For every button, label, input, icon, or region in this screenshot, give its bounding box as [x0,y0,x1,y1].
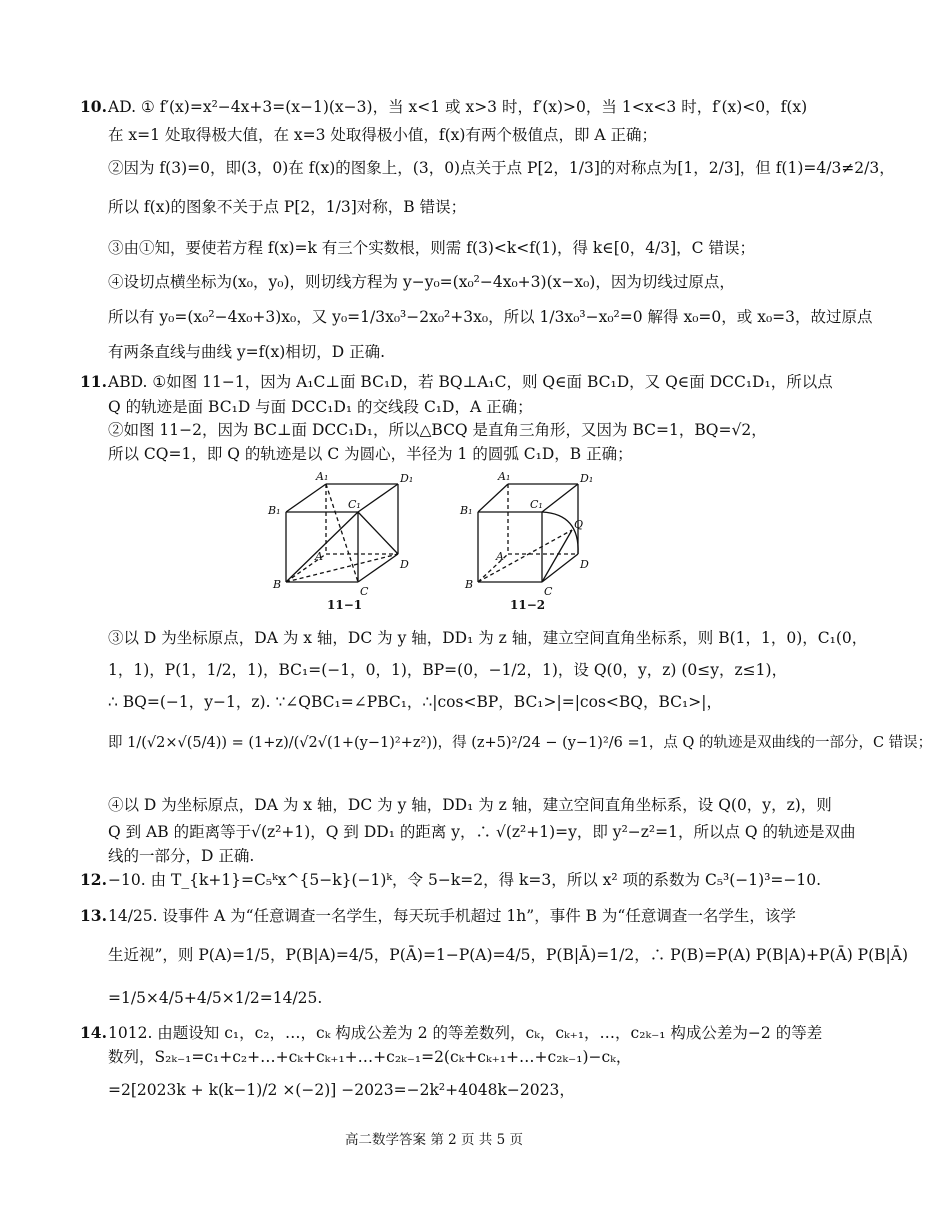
fig2-label-C: C [544,585,553,598]
fig2-label-A1: A₁ [498,470,511,483]
q13-line-1: 14/25. 设事件 A 为“任意调查一名学生，每天玩手机超过 1h”，事件 B 为“任意调查一名学生，该学 [108,907,796,925]
q13-number: 13. [80,906,107,925]
q13-line-3: =1/5×4/5+4/5×1/2=14/25. [108,989,323,1007]
q10-line-8: 有两条直线与曲线 y=f(x)相切，D 正确. [108,343,386,361]
q11-line-2: Q 的轨迹是面 BC₁D 与面 DCC₁D₁ 的交线段 C₁D，A 正确； [108,398,533,416]
q11-line-11: 线的一部分，D 正确. [108,847,255,865]
q10-number: 10. [80,97,107,116]
q10-line-2: 在 x=1 处取得极大值，在 x=3 处取得极小值，f(x)有两个极值点，即 A 正确； [108,126,658,144]
fig1-label-A: A [315,550,323,563]
figure-11-2-caption: 11−2 [510,598,546,612]
fig1-label-C: C [360,585,369,598]
fig1-label-B: B [273,578,282,591]
fig1-label-B1: B₁ [268,504,281,517]
q11-line-9: ④以 D 为坐标原点，DA 为 x 轴，DC 为 y 轴，DD₁ 为 z 轴，建立空间直角坐标系，设 Q(0，y，z)，则 [108,796,832,814]
q11-line-5: ③以 D 为坐标原点，DA 为 x 轴，DC 为 y 轴，DD₁ 为 z 轴，建立空间直角坐标系，则 B(1，1，0)，C₁(0， [108,629,868,647]
q11-line-8: 即 1/(√2×√(5/4)) = (1+z)/(√2√(1+(y−1)²+z²))，得 (z+5)²/24 − (y−1)²/6 =1，点 Q 的轨迹是双曲线的一部分，C 错误； [108,735,932,751]
q11-line-6: 1，1)，P(1，1/2，1)，BC₁=(−1，0，1)，BP=(0，−1/2，1)，设 Q(0，y，z) (0≤y，z≤1)， [108,661,788,679]
fig1-label-D1: D₁ [400,472,414,485]
figure-11-1 [258,470,418,598]
figure-11-1-caption: 11−1 [327,598,363,612]
q14-line-3: =2[2023k + k(k−1)/2 ×(−2)] −2023=−2k²+4048k−2023， [108,1081,575,1099]
q11-number: 11. [80,372,107,391]
fig2-label-D1: D₁ [580,472,594,485]
q11-line-4: 所以 CQ=1，即 Q 的轨迹是以 C 为圆心，半径为 1 的圆弧 C₁D，B 正确； [108,445,633,463]
q12-number: 12. [80,870,107,889]
fig1-label-C1: C₁ [348,498,361,511]
q10-line-3: ②因为 f(3)=0，即(3，0)在 f(x)的图象上，(3，0)点关于点 P[2，1/3]的对称点为[1，2/3]，但 f(1)=4/3≠2/3， [108,159,895,177]
q14-line-1: 1012. 由题设知 c₁，c₂，…，cₖ 构成公差为 2 的等差数列，cₖ，cₖ₊₁，…，c₂ₖ₋₁ 构成公差为−2 的等差 [108,1024,823,1042]
fig2-label-D: D [580,558,589,571]
fig1-label-A1: A₁ [316,470,329,483]
q10-line-4: 所以 f(x)的图象不关于点 P[2，1/3]对称，B 错误； [108,198,467,216]
fig2-label-A: A [496,550,504,563]
q10-line-5: ③由①知，要使若方程 f(x)=k 有三个实数根，则需 f(3)<k<f(1)，得 k∈[0，4/3]，C 错误； [108,239,755,257]
q11-line-7: ∴ BQ=(−1，y−1，z). ∵∠QBC₁=∠PBC₁，∴|cos<BP，BC₁>|=|cos<BQ，BC₁>|， [108,693,722,711]
q11-line-1: ABD. ①如图 11−1，因为 A₁C⊥面 BC₁D，若 BQ⊥A₁C，则 Q∈面 BC₁D，又 Q∈面 DCC₁D₁，所以点 [108,373,833,391]
fig2-label-B1: B₁ [460,504,473,517]
q14-line-2: 数列，S₂ₖ₋₁=c₁+c₂+…+cₖ+cₖ₊₁+…+c₂ₖ₋₁=2(cₖ+cₖ₊₁+…+c₂ₖ₋₁)−cₖ， [108,1048,632,1066]
fig2-label-B: B [465,578,474,591]
q11-line-3: ②如图 11−2，因为 BC⊥面 DCC₁D₁，所以△BCQ 是直角三角形，又因为 BC=1，BQ=√2， [108,421,767,439]
q11-line-10: Q 到 AB 的距离等于√(z²+1)，Q 到 DD₁ 的距离 y，∴ √(z²+1)=y，即 y²−z²=1，所以点 Q 的轨迹是双曲 [108,823,856,841]
q12-line: −10. 由 T_{k+1}=C₅ᵏx^{5−k}(−1)ᵏ，令 5−k=2，得 k=3，所以 x² 项的系数为 C₅³(−1)³=−10. [108,871,822,889]
fig1-label-D: D [400,558,409,571]
page-footer: 高二数学答案 第 2 页 共 5 页 [345,1132,523,1148]
q10-line-7: 所以有 y₀=(x₀²−4x₀+3)x₀，又 y₀=1/3x₀³−2x₀²+3x₀，所以 1/3x₀³−x₀²=0 解得 x₀=0，或 x₀=3，故过原点 [108,308,873,326]
fig2-label-Q: Q [574,518,584,531]
q13-line-2: 生近视”，则 P(A)=1/5，P(B|A)=4/5，P(Ā)=1−P(A)=4/5，P(B|Ā)=1/2，∴ P(B)=P(A) P(B|A)+P(Ā) P(B|Ā) [108,946,908,964]
q14-number: 14. [80,1023,107,1042]
fig2-label-C1: C₁ [530,498,543,511]
figure-11-2 [450,470,610,598]
q10-line-6: ④设切点横坐标为(x₀，y₀)，则切线方程为 y−y₀=(x₀²−4x₀+3)(x−x₀)，因为切线过原点， [108,273,735,291]
q10-line-1: AD. ① f′(x)=x²−4x+3=(x−1)(x−3)，当 x<1 或 x>3 时，f′(x)>0，当 1<x<3 时，f′(x)<0，f(x) [108,98,808,116]
